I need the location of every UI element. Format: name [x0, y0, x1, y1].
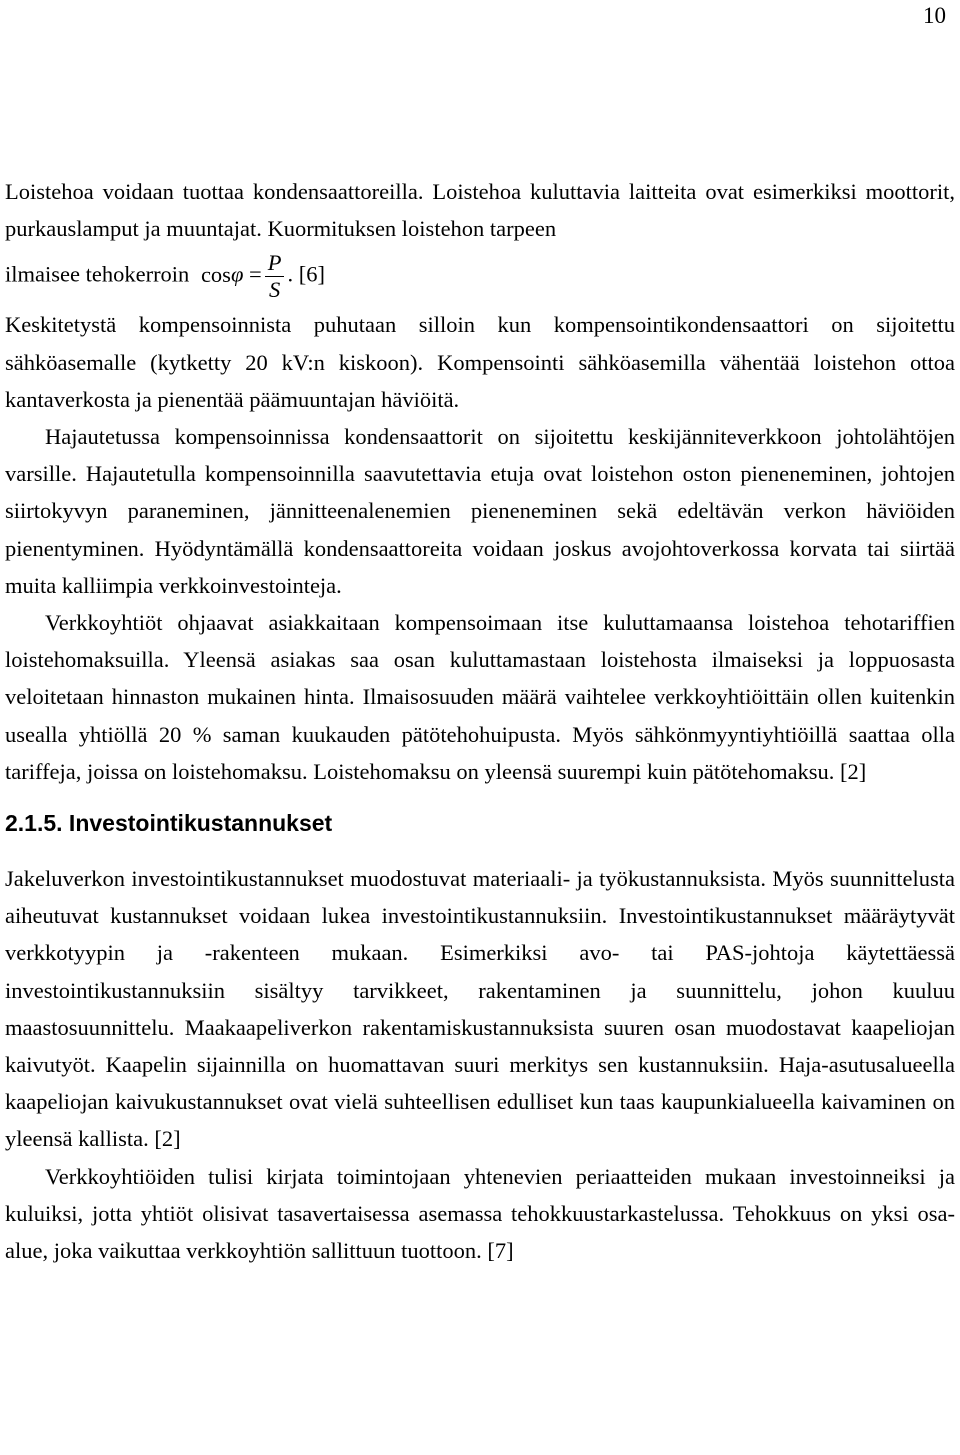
fraction-numerator: P: [265, 250, 285, 277]
section-heading: 2.1.5. Investointikustannukset: [5, 810, 333, 837]
power-factor-line: [5, 250, 955, 303]
page-content: [5, 173, 955, 1269]
page-number: 10: [923, 3, 946, 28]
fraction-denominator: S: [268, 277, 281, 303]
paragraph-reactive-power-text: Loistehoa voidaan tuottaa kondensaattoreilla. Loistehoa kuluttavia laitteita ovat esimerkiksi moottorit, purkauslamput ja muuntajat. Kuormituksen loistehon tarpeen: [5, 179, 955, 242]
paragraph-distributed-compensation: Hajautetussa kompensoinnissa kondensaattorit on sijoitettu keskijänniteverkkoon johtolähtöjen varsille. Hajautetulla kompensoinnilla saavutettavia etuja ovat loistehon oston pieneneminen, johtojen siirtokyvyn paraneminen, jännitteenalenemien pieneneminen sekä edeltävän verkon häviöiden pienentyminen. Hyödyntämällä kondensaattoreita voidaan joskus avojohtoverkossa korvata tai siirtää muita kalliimpia verkkoinvestointeja.: [5, 424, 955, 598]
formula-cos: cos: [200, 262, 231, 288]
power-factor-fraction: [265, 250, 285, 303]
paragraph-centralized-compensation: Keskitetystä kompensoinnista puhutaan silloin kun kompensointikondensaattori on sijoitettu sähköasemalle (kytketty 20 kV:n kiskoon). Kompensointi sähköasemilla vähentää loistehon ottoa kantaverkosta ja pienentää päämuuntajan häviöitä.: [5, 312, 955, 412]
paragraph-reactive-power: [5, 173, 955, 303]
formula-equals: =: [249, 262, 262, 288]
formula-reference: . [6]: [287, 262, 325, 288]
paragraph-investment-costs: Jakeluverkon investointikustannukset muodostuvat materiaali- ja työkustannuksista. Myös suunnittelusta aiheutuvat kustannukset voidaan lukea investointikustannuksiin. Investointikustannukset määräytyvät verkkotyypin ja -rakenteen mukaan. Esimerkiksi avo- tai PAS-johtoja käytettäessä investointikustannuksiin sisältyy tarvikkeet, rakentaminen ja suunnittelu, johon kuuluu maastosuunnittelu. Maakaapeliverkon rakentamiskustannuksista suuren osan muodostavat kaapeliojan kaivutyöt. Kaapelin sijainnilla on huomattavan suuri merkitys sen kustannuksiin. Haja-asutusalueella kaapeliojan kaivukustannukset ovat vielä suhteellisen edulliset kun taas kaupunkialueella kaivaminen on yleensä kallista. [2]: [5, 866, 955, 1152]
paragraph-tariffs: Verkkoyhtiöt ohjaavat asiakkaitaan kompensoimaan itse kuluttamaansa loistehoa tehotariffien loistehomaksuilla. Yleensä asiakas saa osan kuluttamastaan loistehosta ilmaiseksi ja loppuosasta veloitetaan hinnaston mukainen hinta. Ilmaisosuuden määrä vaihtelee verkkoyhtiöittäin ollen kuitenkin usealla yhtiöllä 20 % saman kuukauden pätötehohuipusta. Myös sähkönmyyntiyhtiöillä saattaa olla tariffeja, joissa on loistehomaksu. Loistehomaksu on yleensä suurempi kuin pätötehomaksu. [2]: [5, 610, 955, 784]
paragraph-accounting: Verkkoyhtiöiden tulisi kirjata toimintojaan yhtenevien periaatteiden mukaan investoinneiksi ja kuluiksi, jotta yhtiöt olisivat tasavertaisessa asemassa tehokkuustarkastelussa. Tehokkuus on yksi osa-alue, joka vaikuttaa verkkoyhtiön sallittuun tuottoon. [7]: [5, 1163, 955, 1264]
formula-phi: φ: [230, 262, 244, 288]
formula-intro: ilmaisee tehokerroin: [5, 262, 190, 288]
